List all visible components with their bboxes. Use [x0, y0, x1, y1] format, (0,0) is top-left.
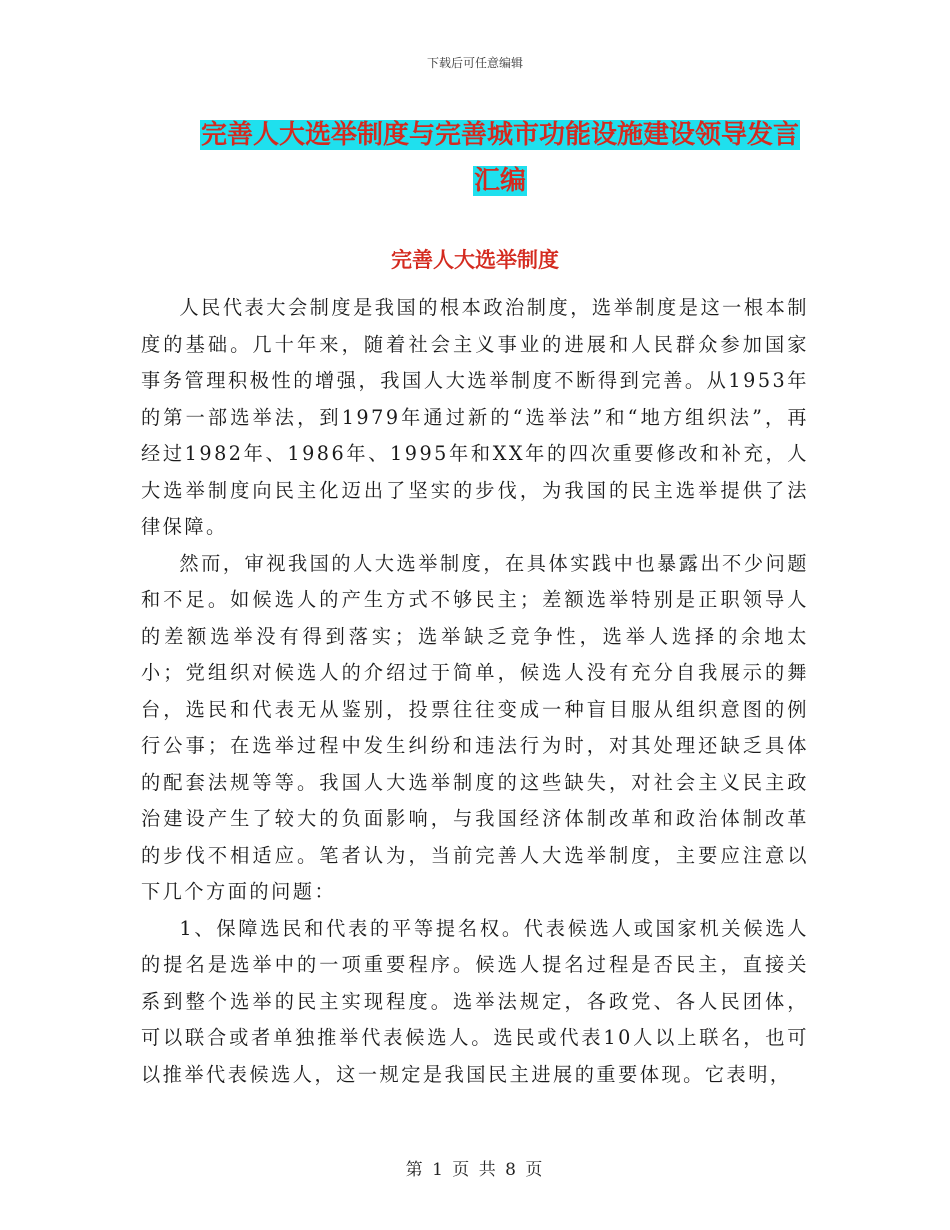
- header-note: 下载后可任意编辑: [426, 56, 523, 70]
- document-title: [140, 112, 860, 204]
- paragraph: 1、保障选民和代表的平等提名权。代表候选人或国家机关候选人的提名是选举中的一项重要程序。候选人提名过程是否民主，直接关系到整个选举的民主实现程度。选举法规定，各政党、各人民团体，可以联合或者单独推举代表候选人。选民或代表10人以上联名，也可以推举代表候选人，这一规定是我国民主进展的重要体现。它表明，: [141, 916, 809, 1086]
- page-footer: 第 1 页 共 8 页: [405, 1160, 545, 1180]
- section-title: 完善人大选举制度: [391, 248, 559, 272]
- paragraph: 然而，审视我国的人大选举制度，在具体实践中也暴露出不少问题和不足。如候选人的产生方式不够民主；差额选举特别是正职领导人的差额选举没有得到落实；选举缺乏竞争性，选举人选择的余地太小；党组织对候选人的介绍过于简单，候选人没有充分自我展示的舞台，选民和代表无从鉴别，投票往往变成一种盲目服从组织意图的例行公事；在选举过程中发生纠纷和违法行为时，对其处理还缺乏具体的配套法规等等。我国人大选举制度的这些缺失，对社会主义民主政治建设产生了较大的负面影响，与我国经济体制改革和政治体制改革的步伐不相适应。笔者认为，当前完善人大选举制度，主要应注意以下几个方面的问题：: [141, 551, 809, 903]
- paragraph: 人民代表大会制度是我国的根本政治制度，选举制度是这一根本制度的基础。几十年来，随着社会主义事业的进展和人民群众参加国家事务管理积极性的增强，我国人大选举制度不断得到完善。从1953年的第一部选举法，到1979年通过新的“选举法”和“地方组织法”，再经过1982年、1986年、1995年和XX年的四次重要修改和补充，人大选举制度向民主化迈出了坚实的步伐，为我国的民主选举提供了法律保障。: [141, 296, 809, 538]
- document-body: [141, 290, 809, 1093]
- document-title-line-1: 完善人大选举制度与完善城市功能设施建设领导发言: [200, 120, 799, 150]
- document-title-line-2: 汇编: [473, 166, 526, 196]
